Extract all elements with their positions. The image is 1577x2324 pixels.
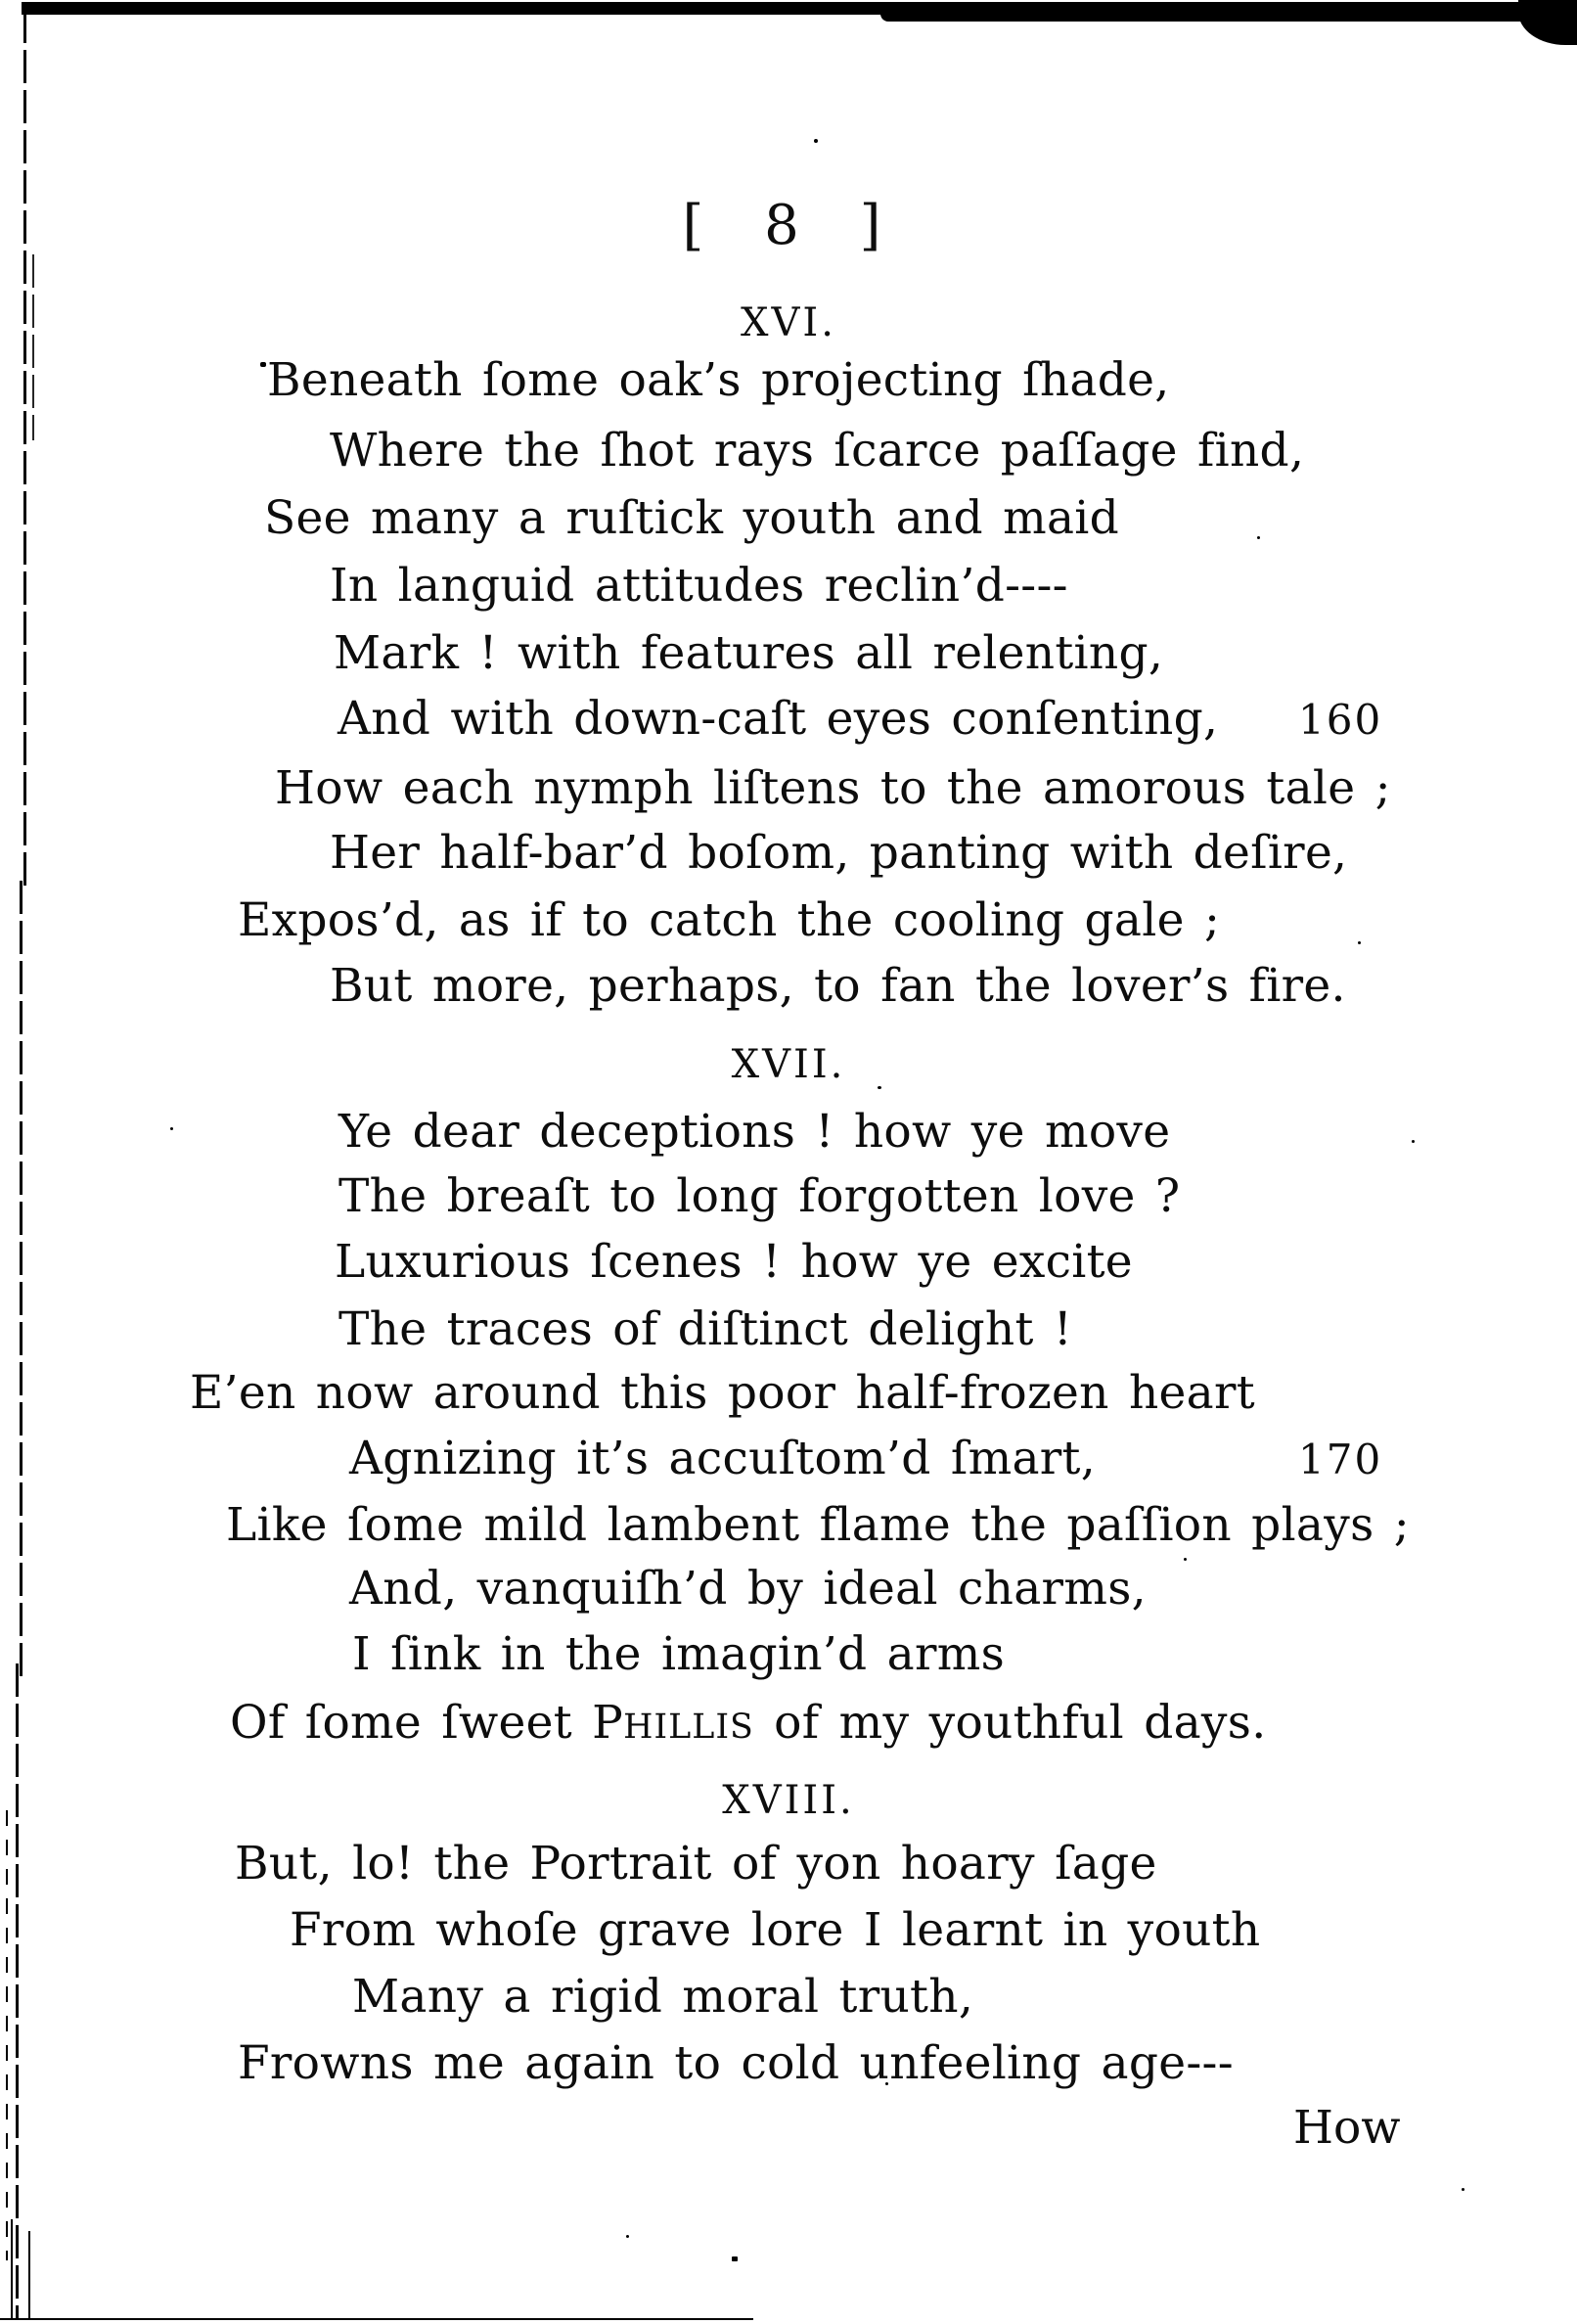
poem-line: See many a ruſtick youth and maid	[264, 491, 1120, 545]
poem-line: Beneath ſome oak’s projecting ſhade,	[267, 353, 1170, 407]
poem-line: And, vanquiſh’d by ideal charms,	[349, 1562, 1147, 1616]
poem-line-text: of my youthful days.	[753, 1696, 1267, 1750]
scan-artifact-bottom-line	[0, 2318, 753, 2320]
poem-line: But more, perhaps, to fan the lover’s fire.	[330, 959, 1346, 1013]
poem-line: I ſink in the imagin’d arms	[352, 1627, 1006, 1681]
poem-line: But, lo! the Portrait of yon hoary ſage	[235, 1837, 1157, 1891]
scan-artifact-left-edge-line	[28, 2231, 30, 2319]
stanza-heading-xvi: XVI.	[741, 300, 836, 345]
poem-line: Her half-bar’d boſom, panting with deſire,	[330, 826, 1348, 880]
stanza-heading-xvii: XVII.	[731, 1042, 846, 1087]
poem-line	[0, 1433, 1577, 1485]
scan-speck	[878, 1086, 881, 1089]
stanza-heading-xviii: XVIII.	[722, 1778, 855, 1823]
poem-line: The traces of diſtinct delight !	[338, 1302, 1073, 1356]
page-number: [ 8 ]	[682, 194, 895, 257]
poem-line: Expos’d, as if to catch the cooling gale ;	[238, 893, 1221, 947]
poem-line: Frowns me again to cold unfeeling age---	[238, 2036, 1234, 2090]
poem-line: The breaſt to long forgotten love ?	[338, 1169, 1181, 1223]
poem-line: Where the ſhot rays ſcarce paſſage find,	[330, 424, 1305, 478]
poem-line: Ye dear deceptions ! how ye move	[338, 1105, 1171, 1159]
poem-line: Many a rigid moral truth,	[352, 1970, 974, 2024]
scan-speck	[1184, 1558, 1187, 1561]
poem-line: Mark ! with features all relenting,	[334, 626, 1164, 680]
catchword: How	[1293, 2101, 1401, 2155]
poem-line-text: Agnizing it’s accuſtom’d ſmart,	[349, 1432, 1096, 1485]
scan-artifact-left-edge-line	[11, 2219, 13, 2319]
poem-line-text: Of ſome ſweet P	[230, 1696, 624, 1750]
scan-artifact-left-edge-line	[32, 254, 34, 440]
poem-line: Luxurious ſcenes ! how ye excite	[335, 1235, 1133, 1289]
poem-line	[0, 693, 1577, 746]
scan-speck	[814, 139, 818, 143]
scan-speck	[1462, 2188, 1464, 2191]
scan-speck	[626, 2235, 629, 2238]
poem-line: E’en now around this poor half-frozen heart	[190, 1366, 1255, 1420]
poem-line-text: And with down-caſt eyes conſenting,	[338, 692, 1219, 746]
poem-line: How each nymph liſtens to the amorous tale ;	[275, 761, 1391, 815]
poem-line: In languid attitudes reclin’d----	[330, 559, 1068, 613]
verse-line-number: 160	[1298, 696, 1383, 744]
poem-line: Like ſome mild lambent flame the paſſion plays ;	[226, 1498, 1410, 1552]
verse-line-number: 170	[1298, 1435, 1383, 1483]
poem-line: From whoſe grave lore I learnt in youth	[290, 1903, 1261, 1957]
poem-line	[0, 1697, 1577, 1750]
scan-artifact-top-bar-right	[880, 2, 1577, 22]
small-caps-name: HILLIS	[623, 1708, 754, 1747]
scan-speck	[732, 2256, 738, 2261]
scan-artifact-corner-wedge	[1518, 0, 1577, 45]
